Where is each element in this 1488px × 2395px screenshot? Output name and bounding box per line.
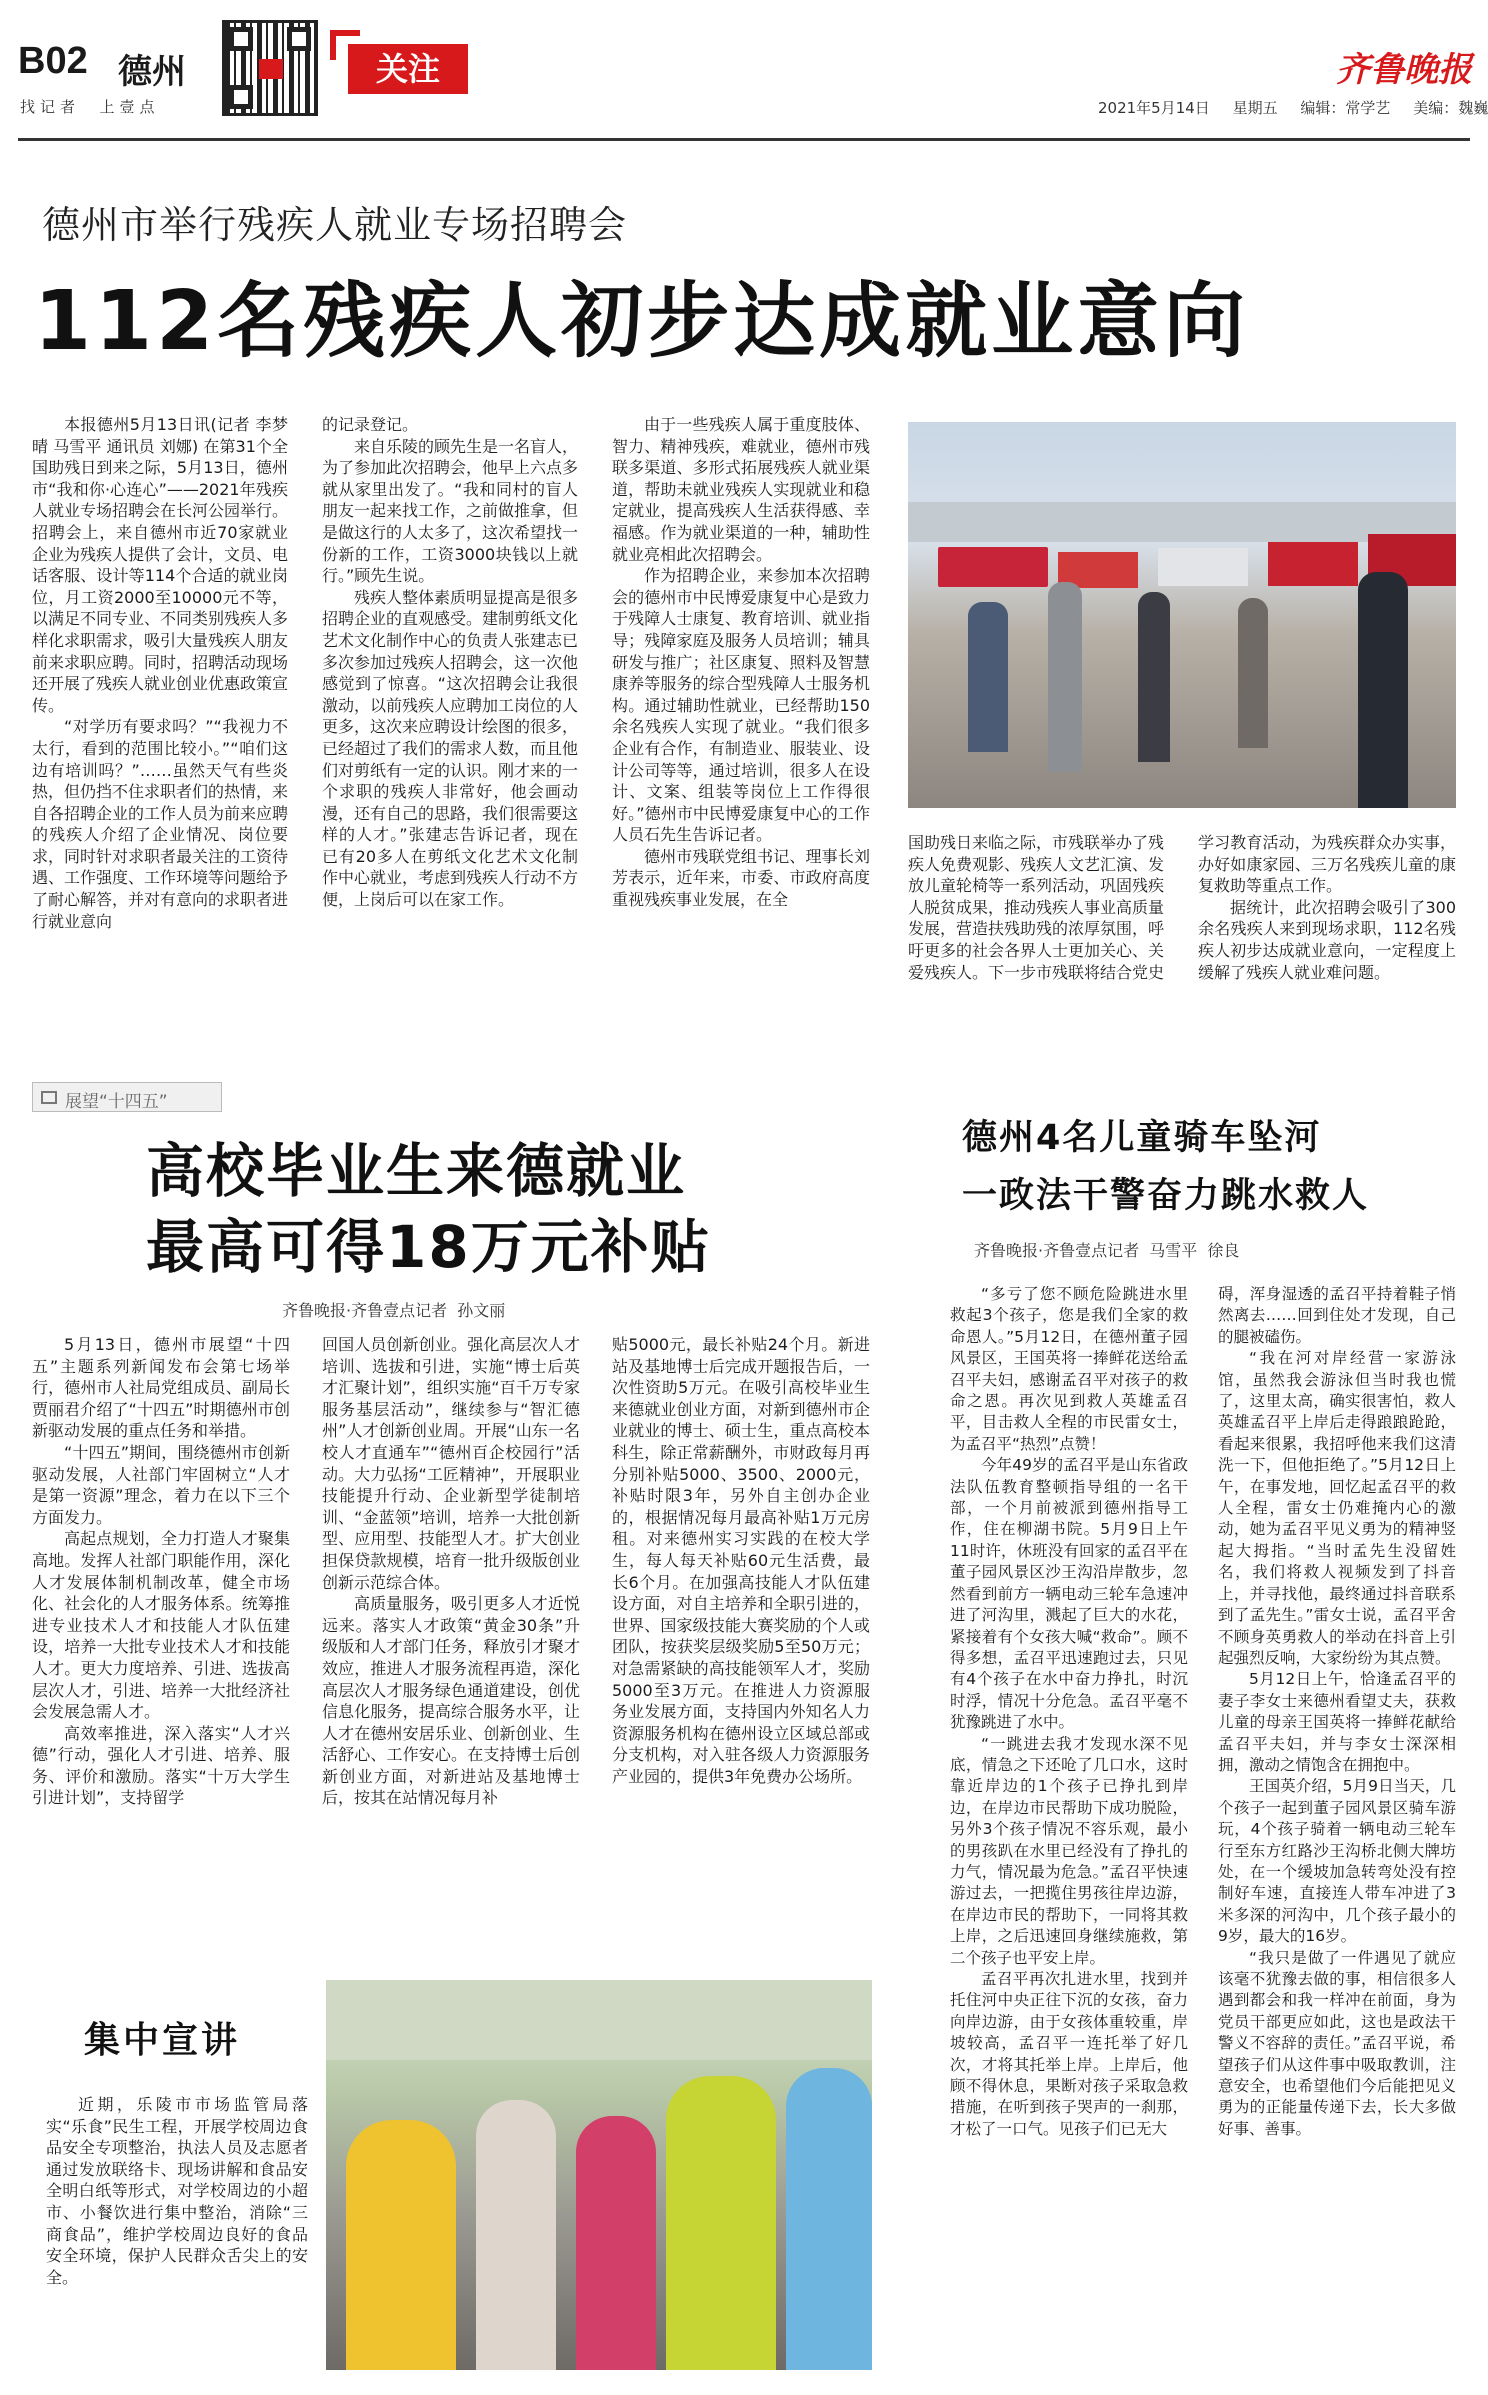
lead-paragraph: 的记录登记。 <box>322 415 419 434</box>
job-fair-photo <box>908 422 1456 808</box>
brand-logo: 齐鲁晚报 <box>1336 50 1472 90</box>
grad-column-2 <box>322 1334 580 1954</box>
rescue-paragraph: “我只是做了一件遇见了就应该毫不犹豫去做的事，相信很多人遇到都会和我一样冲在前面，身为党员干部更应如此，这也是政法干警义不容辞的责任。”孟召平说，希望孩子们从这件事中吸取教训，注意安全，也希望他们今后能把见义勇为的正能量传递下去，长大多做好事、善事。 <box>1218 1948 1456 2138</box>
tag-icon <box>41 1091 57 1104</box>
lead-column-4 <box>908 832 1164 1022</box>
column-tag: 关注 <box>330 30 480 104</box>
qr-code-icon[interactable] <box>222 20 318 116</box>
rescue-column-2 <box>1218 1284 1456 2376</box>
rescue-paragraph: 孟召平再次扎进水里，找到并托住河中央正往下沉的女孩，奋力向岸边游，由于女孩体重较重，岸坡较高，孟召平一连托举了好几次，才将其托举上岸。上岸后，他顾不得休息，果断对孩子采取急救措施，在听到孩子哭声的一刹那，才松了一口气。见孩子们已无大 <box>950 1970 1188 2138</box>
lead-paragraph: 残疾人整体素质明显提高是很多招聘企业的直观感受。建制剪纸文化艺术文化制作中心的负责人张建志已多次参加过残疾人招聘会，这一次他感觉到了惊喜。“这次招聘会让我很激动，以前残疾人应聘加工岗位的人更多，这次来应聘设计绘图的很多，已经超过了我们的需求人数，而且他们对剪纸有一定的认识。刚才来的一个求职的残疾人非常好，他会画动漫，还有自己的思路，我们很需要这样的人才。”张建志告诉记者，现在已有20多人在剪纸文化艺术文化制作中心就业，考虑到残疾人行动不方便，上岗后可以在家工作。 <box>322 587 578 910</box>
lead-column-5 <box>1198 832 1456 1022</box>
rescue-headline-line2: 一政法干警奋力跳水救人 <box>962 1176 1370 1216</box>
lead-paragraph: 学习教育活动，为残疾群众办实事，办好如康家园、三万名残疾儿童的康复救助等重点工作。 <box>1198 833 1456 896</box>
promo-paragraph: 近期，乐陵市市场监管局落实“乐食”民生工程，开展学校周边食品安全专项整治，执法人员及志愿者通过发放联络卡、现场讲解和食品安全明白纸等形式，对学校周边的小超市、小餐饮进行集中整治，消除“三商食品”，维护学校周边良好的食品安全环境，保护人民群众舌尖上的安全。 <box>46 2095 308 2287</box>
lead-column-1 <box>32 414 288 1020</box>
issue-weekday: 星期五 <box>1232 99 1278 117</box>
rescue-paragraph: “一跳进去我才发现水深不见底，情急之下还呛了几口水，这时靠近岸边的1个孩子已挣扎到岸边，在岸边市民帮助下成功脱险，另外3个孩子情况不容乐观，最小的男孩趴在水里已经没有了挣扎的力气，情况最为危急。”孟召平快速游过去，一把揽住男孩往岸边游，在岸边市民的帮助下，一同将其救上岸，之后迅速回身继续施救，第二个孩子也平安上岸。 <box>950 1734 1188 1967</box>
rescue-headline-line1: 德州4名儿童骑车坠河 <box>962 1118 1322 1158</box>
masthead-rule <box>18 138 1470 141</box>
grad-paragraph: 回国人员创新创业。强化高层次人才培训、选拔和引进，实施“博士后英才汇聚计划”，组织实施“百千万专家服务基层活动”，继续参与“智汇德州”人才创新创业周。开展“山东一名校人才直通车”“德州百企校园行”活动。大力弘扬“工匠精神”，开展职业技能提升行动、企业新型学徒制培训、“金蓝领”培训，培养一大批创新型、应用型、技能型人才。扩大创业担保贷款规模，培育一批升级版创业创新示范综合体。 <box>322 1335 580 1592</box>
section-tag: 展望“十四五” <box>32 1082 222 1112</box>
promo-title: 集中宣讲 <box>84 2020 241 2061</box>
grad-column-1 <box>32 1334 290 1954</box>
rescue-paragraph: 5月12日上午，恰逢孟召平的妻子李女士来德州看望丈夫，获救儿童的母亲王国英将一捧鲜花献给孟召平夫妇，并与李女士深深相拥，激动之情饱含在拥抱中。 <box>1218 1670 1456 1774</box>
food-safety-photo <box>326 1980 872 2370</box>
grad-paragraph: “十四五”期间，围绕德州市创新驱动发展，人社部门牢固树立“人才是第一资源”理念，着力在以下三个方面发力。 <box>32 1442 290 1527</box>
rescue-paragraph: 碍，浑身湿透的孟召平持着鞋子悄然离去……回到住处才发现，自己的腿被磕伤。 <box>1218 1285 1456 1346</box>
lead-column-3 <box>612 414 870 1020</box>
rescue-paragraph: 王国英介绍，5月9日当天，几个孩子一起到董子园风景区骑车游玩，4个孩子骑着一辆电动三轮车行至东方红路沙王沟桥北侧大牌坊处，在一个缓坡加急转弯处没有控制好车速，直接连人带车冲进了3米多深的河沟中，几个孩子最小的9岁，最大的16岁。 <box>1218 1777 1456 1946</box>
grad-column-3 <box>612 1334 870 1954</box>
lead-paragraph: 据统计，此次招聘会吸引了300余名残疾人来到现场求职，112名残疾人初步达成就业意向，一定程度上缓解了残疾人就业难问题。 <box>1198 897 1456 982</box>
lead-paragraph: 国助残日来临之际，市残联举办了残疾人免费观影、残疾人文艺汇演、发放儿童轮椅等一系列活动，巩固残疾人脱贫成果，推动残疾人事业高质量发展，营造扶残助残的浓厚氛围，呼吁更多的社会各界人士更加关心、关爱残疾人。下一步市残联将结合党史 <box>908 833 1164 982</box>
rescue-paragraph: “多亏了您不顾危险跳进水里救起3个孩子，您是我们全家的救命恩人。”5月12日，在德州董子园风景区，王国英将一捧鲜花送给孟召平夫妇，感谢孟召平对孩子的救命之恩。再次见到救人英雄孟召平，目击救人全程的市民雷女士，为孟召平“热烈”点赞！ <box>950 1285 1188 1453</box>
rescue-paragraph: “我在河对岸经营一家游泳馆，虽然我会游泳但当时我也慌了，这里太高，确实很害怕，救人英雄孟召平上岸后走得踉踉跄跄，看起来很累，我招呼他来我们这清洗一下，但他拒绝了。”5月12日上午，在事发地，回忆起孟召平的救人全程，雷女士仍难掩内心的激动，她为孟召平见义勇为的精神竖起大拇指。“当时孟先生没留姓名，我们将救人视频发到了抖音上，并寻找他，最终通过抖音联系到了孟先生。”雷女士说，孟召平舍不顾身英勇救人的举动在抖音上引起强烈反响，大家纷纷为其点赞。 <box>1218 1349 1456 1667</box>
lead-headline: 112名残疾人初步达成就业意向 <box>34 274 1250 369</box>
rescue-column-1 <box>950 1284 1188 2376</box>
lead-paragraph: 由于一些残疾人属于重度肢体、智力、精神残疾，难就业，德州市残联多渠道、多形式拓展残疾人就业渠道，帮助未就业残疾人实现就业和稳定就业，提高残疾人生活获得感、幸福感。作为就业渠道的一种，辅助性就业亮相此次招聘会。 <box>612 415 870 564</box>
grad-paragraph: 高起点规划，全力打造人才聚集高地。发挥人社部门职能作用，深化人才发展体制机制改革，健全市场化、社会化的人才服务体系。统筹推进专业技术人才和技能人才队伍建设，培养一大批专业技术人才和技能人才。更大力度培养、引进、选拔高层次人才，引进、培养一大批经济社会发展急需人才。 <box>32 1529 290 1722</box>
slogan: 找记者 上壹点 <box>20 98 160 116</box>
promo-body <box>46 2094 308 2374</box>
lead-paragraph: “对学历有要求吗？”“我视力不太行，看到的范围比较小。”“咱们这边有培训吗？”……虽然天气有些炎热，但仍挡不住求职者们的热情，来自各招聘企业的工作人员为前来应聘的残疾人介绍了企业情况、岗位要求，同时针对求职者最关注的工资待遇、工作强度、工作环境等问题给予了耐心解答，并对有意向的求职者进行就业意向 <box>32 717 288 931</box>
rescue-paragraph: 今年49岁的孟召平是山东省政法队伍教育整顿指导组的一名干部，一个月前被派到德州指导工作，住在柳湖书院。5月9日上午11时许，休班没有回家的孟召平在董子园风景区沙王沟沿岸散步，忽然看到前方一辆电动三轮车急速冲进了河沟里，溅起了巨大的水花，紧接着有个女孩大喊“救命”。顾不得多想，孟召平迅速跑过去，只见有4个孩子在水中奋力挣扎，时沉时浮，情况十分危急。孟召平毫不犹豫跳进了水中。 <box>950 1456 1188 1732</box>
lead-subtitle: 德州市举行残疾人就业专场招聘会 <box>42 203 628 247</box>
lead-paragraph: 作为招聘企业，来参加本次招聘会的德州市中民博爱康复中心是致力于残障人士康复、教育培训、就业指导；残障家庭及服务人员培训；辅具研发与推广；社区康复、照料及智慧康养等服务的综合型残障人士服务机构。通过辅助性就业，已经帮助150余名残疾人实现了就业。“我们很多企业有合作，有制造业、服装业、设计公司等等，通过培训，很多人在设计、文案、组装等岗位上工作得很好。”德州市中民博爱康复中心的工作人员石先生告诉记者。 <box>612 566 870 845</box>
designer-credit: 美编：魏巍 <box>1413 99 1488 117</box>
grad-headline-line1: 高校毕业生来德就业 <box>146 1137 687 1205</box>
section-name: 德州 <box>118 52 186 92</box>
grad-paragraph: 高质量服务，吸引更多人才近悦远来。落实人才政策“黄金30条”升级版和人才部门任务，释放引才聚才效应，推进人才服务流程再造，深化高层次人才服务绿色通道建设，创优信息化服务，提高综合服务水平，让人才在德州安居乐业、创新创业、生活舒心、工作安心。在支持博士后创新创业方面，对新进站及基地博士后，按其在站情况每月补 <box>322 1594 580 1808</box>
grad-paragraph: 贴5000元，最长补贴24个月。新进站及基地博士后完成开题报告后，一次性资助5万元。在吸引高校毕业生来德就业创业方面，对新到德州市企业就业的博士、硕士生，重点高校本科生，除正常薪酬外，市财政每月再分别补贴5000、3500、2000元，补贴时限3年，另外自主创办企业的，根据情况每月最高补贴1万元房租。对来德州实习实践的在校大学生，每人每天补贴60元生活费，最长6个月。在加强高技能人才队伍建设方面，对自主培养和全职引进的，世界、国家级技能大赛奖励的个人或团队，按获奖层级奖励5至50万元；对急需紧缺的高技能领军人才，奖励5000至3万元。在推进人力资源服务业发展方面，支持国内外知名人力资源服务机构在德州设立区域总部或分支机构，对入驻各级人力资源服务产业园的，提供3年免费办公场所。 <box>612 1335 870 1786</box>
issue-date: 2021年5月14日 <box>1098 99 1210 117</box>
page-number: B02 <box>18 40 88 82</box>
lead-paragraph: 来自乐陵的顾先生是一名盲人，为了参加此次招聘会，他早上六点多就从家里出发了。“我和同村的盲人朋友一起来找工作，之前做推拿，但是做这行的人太多了，这次希望找一份新的工作，工资3000块钱以上就行。”顾先生说。 <box>322 436 578 586</box>
editor-credit: 编辑：常学艺 <box>1300 99 1391 117</box>
issue-info <box>1098 97 1488 118</box>
lead-paragraph: 德州市残联党组书记、理事长刘芳表示，近年来，市委、市政府高度重视残疾事业发展，在全 <box>612 846 870 910</box>
grad-headline-line2: 最高可得18万元补贴 <box>146 1213 711 1281</box>
grad-paragraph: 5月13日，德州市展望“十四五”主题系列新闻发布会第七场举行，德州市人社局党组成员、副局长贾丽君介绍了“十四五”时期德州市创新驱动发展的重点任务和举措。 <box>32 1335 290 1441</box>
lead-column-2 <box>322 414 578 1020</box>
grad-byline: 齐鲁晚报·齐鲁壹点记者 孙文丽 <box>282 1301 506 1320</box>
rescue-byline: 齐鲁晚报·齐鲁壹点记者 马雪平 徐良 <box>974 1241 1240 1260</box>
lead-paragraph: 本报德州5月13日讯(记者 李梦晴 马雪平 通讯员 刘娜) 在第31个全国助残日到来之际，5月13日，德州市“我和你·心连心”——2021年残疾人就业专场招聘会在长河公园举行。招聘会上，来自德州市近70家就业企业为残疾人提供了会计，文员、电话客服、设计等114个合适的就业岗位，月工资2000至10000元不等，以满足不同专业、不同类别残疾人多样化求职需求，吸引大量残疾人朋友前来求职应聘。同时，招聘活动现场还开展了残疾人就业创业优惠政策宣传。 <box>32 415 288 715</box>
grad-paragraph: 高效率推进，深入落实“人才兴德”行动，强化人才引进、培养、服务、评价和激励。落实“十万大学生引进计划”，支持留学 <box>32 1723 290 1808</box>
